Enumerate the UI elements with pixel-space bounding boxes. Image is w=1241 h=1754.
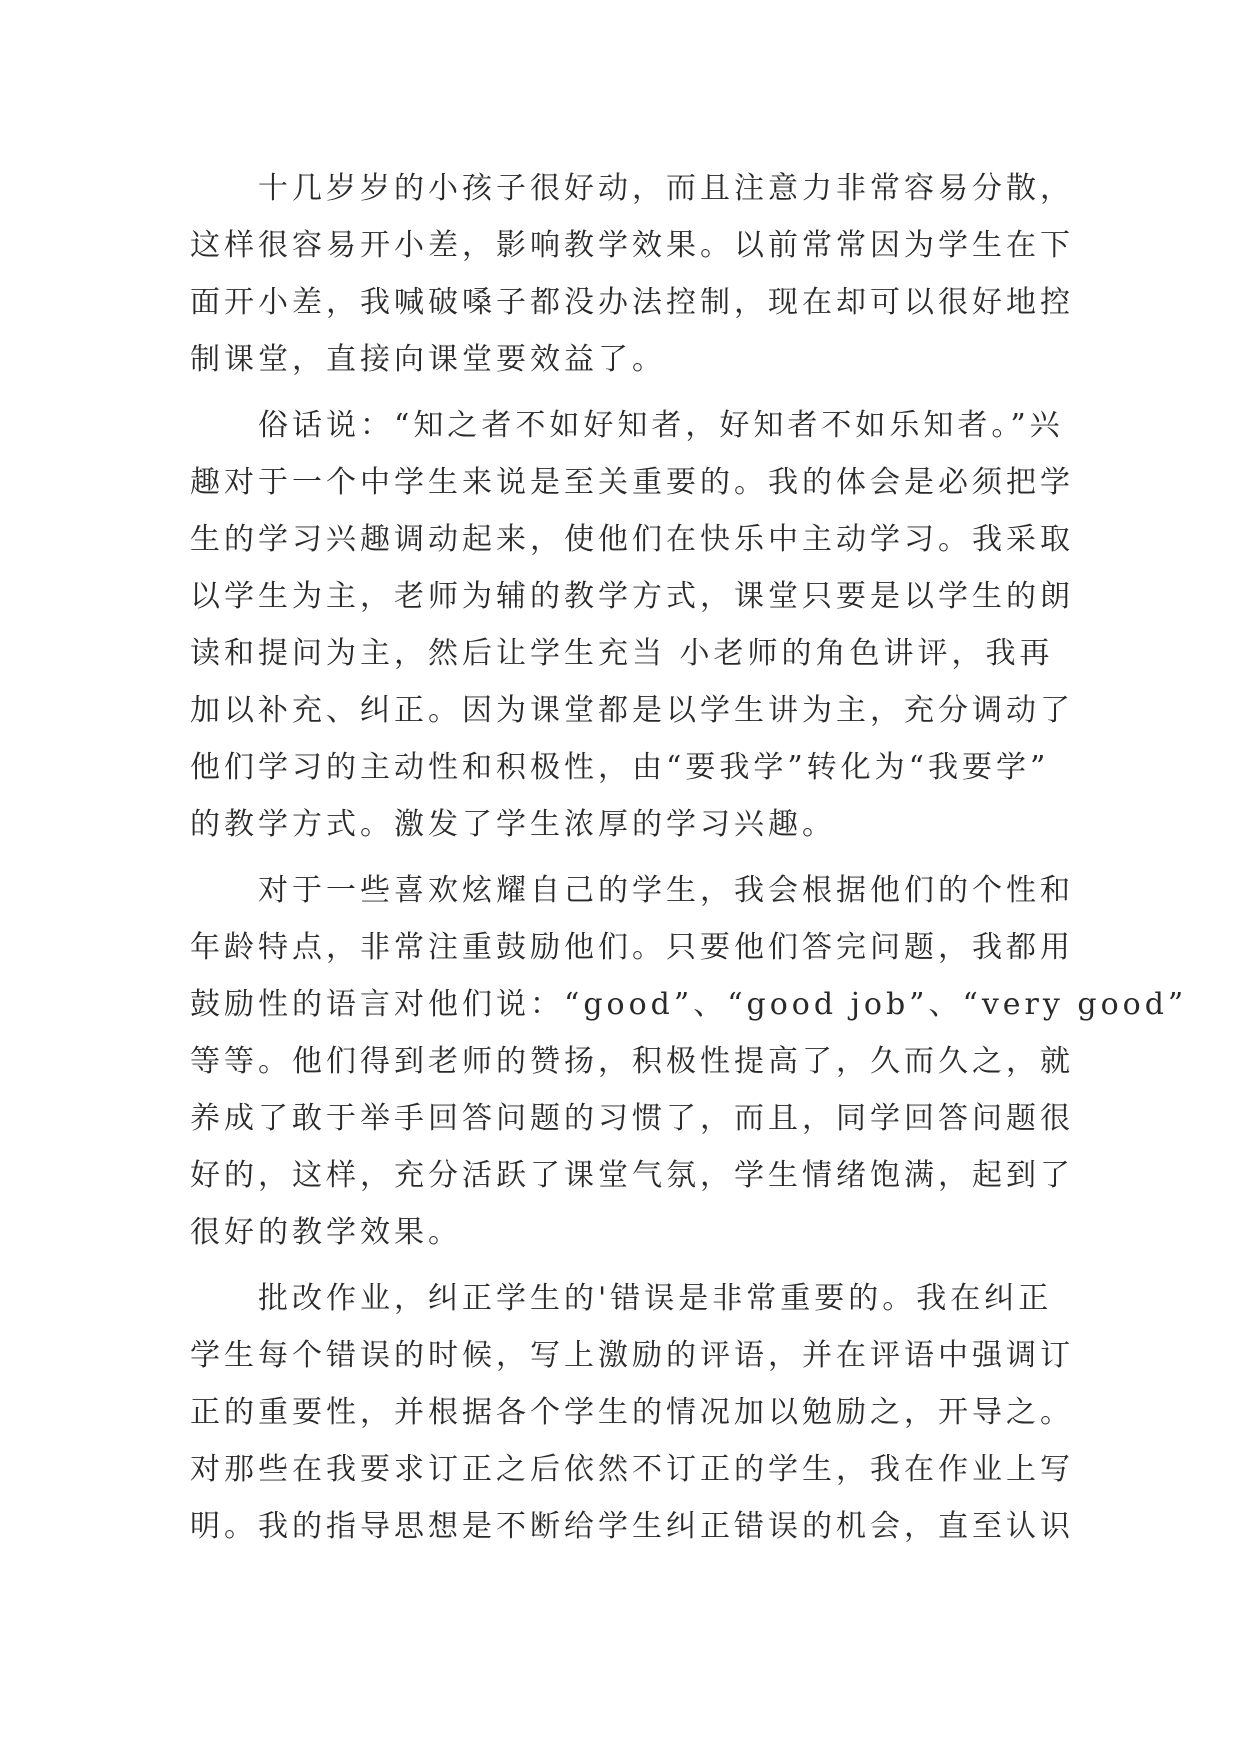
text-line: 明。我的指导思想是不断给学生纠正错误的机会，直至认识 xyxy=(190,1509,1074,1544)
text-line: 对于一些喜欢炫耀自己的学生，我会根据他们的个性和 xyxy=(258,873,1074,908)
text-line: 学生每个错误的时候，写上激励的评语，并在评语中强调订 xyxy=(190,1338,1074,1373)
text-line: 面开小差，我喊破嗓子都没办法控制，现在却可以很好地控 xyxy=(190,285,1074,320)
text-line: 制课堂，直接向课堂要效益了。 xyxy=(190,342,666,377)
text-line: 十几岁岁的小孩子很好动，而且注意力非常容易分散， xyxy=(258,171,1074,206)
text-line: 很好的教学效果。 xyxy=(190,1215,462,1250)
text-line: 年龄特点，非常注重鼓励他们。只要他们答完问题，我都用 xyxy=(190,930,1074,965)
text-line: 对那些在我要求订正之后依然不订正的学生，我在作业上写 xyxy=(190,1452,1074,1487)
text-line: 他们学习的主动性和积极性，由“要我学”转化为“我要学” xyxy=(190,750,1050,785)
paragraph-1 xyxy=(190,160,1074,388)
body-text xyxy=(190,160,1188,1555)
text-line: 趣对于一个中学生来说是至关重要的。我的体会是必须把学 xyxy=(190,465,1074,500)
text-line: 养成了敢于举手回答问题的习惯了，而且，同学回答问题很 xyxy=(190,1101,1074,1136)
text-line: 批改作业，纠正学生的'错误是非常重要的。我在纠正 xyxy=(258,1281,1053,1316)
paragraph-4 xyxy=(190,1270,1074,1555)
paragraph-2 xyxy=(190,397,1074,853)
text-line: 等等。他们得到老师的赞扬，积极性提高了，久而久之，就 xyxy=(190,1044,1074,1079)
text-line: 的教学方式。激发了学生浓厚的学习兴趣。 xyxy=(190,807,836,842)
text-line: 好的，这样，充分活跃了课堂气氛，学生情绪饱满，起到了 xyxy=(190,1158,1074,1193)
text-line: 鼓励性的语言对他们说：“good”、“good job”、“very good” xyxy=(190,987,1188,1022)
text-line: 读和提问为主，然后让学生充当 小老师的角色讲评，我再 xyxy=(190,636,1054,671)
text-line: 生的学习兴趣调动起来，使他们在快乐中主动学习。我采取 xyxy=(190,522,1074,557)
text-line: 这样很容易开小差，影响教学效果。以前常常因为学生在下 xyxy=(190,228,1074,263)
text-line: 以学生为主，老师为辅的教学方式，课堂只要是以学生的朗 xyxy=(190,579,1074,614)
paragraph-3 xyxy=(190,862,1188,1261)
text-line: 加以补充、纠正。因为课堂都是以学生讲为主，充分调动了 xyxy=(190,693,1074,728)
text-line: 正的重要性，并根据各个学生的情况加以勉励之，开导之。 xyxy=(190,1395,1074,1430)
text-line: 俗话说：“知之者不如好知者，好知者不如乐知者。”兴 xyxy=(258,408,1064,443)
